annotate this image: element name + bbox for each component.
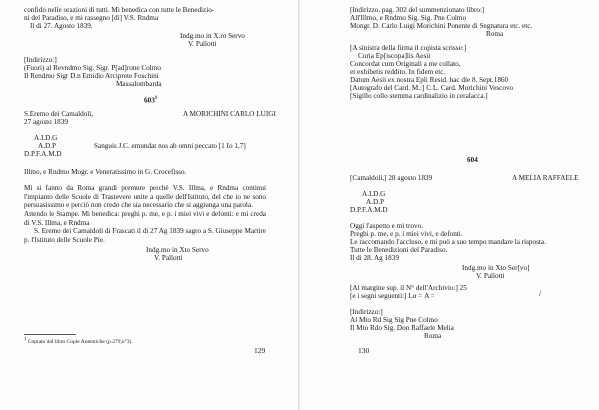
letter-number: $603^1$ xyxy=(144,96,158,105)
signature: V. Pallotti xyxy=(476,272,505,280)
address-line: (Fuori) al Revndmo Sig. Sigr. P[ad]rone Colmo xyxy=(24,64,161,72)
place-date: 27 agosto 1839 xyxy=(24,118,68,126)
letter-body: S. Eremo dei Camaldoli di Frascati il di 27 Ag 1839 sagro a S. Giuseppe Martire p. l'Istituto delle Scuole Pie. xyxy=(24,227,266,244)
stray-mark: / xyxy=(539,289,542,298)
invocation-line: D.P.F.A.M.D xyxy=(24,150,62,158)
address-line: Al Mto Rd Sig Sig Pne Colmo xyxy=(350,316,438,324)
body-line: Tutte le Benedizioni del Paradiso. xyxy=(350,246,448,254)
footnote-rule xyxy=(24,334,76,335)
closing-line: Indg.mo in Xto Servo xyxy=(146,246,209,254)
note-line: [Sigillo collo stemma cardinalizio in ceralacca.] xyxy=(350,92,488,100)
note-line: Datum Aesii ex nostra Epli Resid. hac die 8. Sept.1860 xyxy=(350,76,509,84)
letter-number: 604 xyxy=(467,156,478,164)
recipient-heading: A MELIA RAFFAELE xyxy=(512,174,579,182)
text-line: confido nelle orazioni di tutti. Mi benedica con tutte le Benedizio- xyxy=(24,6,215,14)
body-line: Oggi l'aspetto e mi trovo. xyxy=(350,222,423,230)
invocation-line: A.D.P xyxy=(366,198,384,206)
text-line: [Indirizzo, pag. 302 del summenzionato libro:] xyxy=(350,6,485,14)
address-line: Il Mto Rdo Sig. Don Raffaele Melia xyxy=(350,324,454,332)
text-line: ni del Paradiso, e mi rassegno [di] V.S. Rndma xyxy=(24,14,159,22)
body-line: Le raccomando l'accluso, e mi può a suo tempo mandare la risposta. xyxy=(350,238,546,246)
text-line: Il di 27. Agosto 1839. xyxy=(30,22,93,30)
signature: V. Pallotti xyxy=(154,254,183,262)
closing-line: Indg.mo in Xto Ser[vo] xyxy=(462,264,530,272)
address-line: Massalombarda xyxy=(116,80,162,88)
invocation-line: A.D.P xyxy=(38,142,56,150)
right-page xyxy=(300,0,599,410)
place-date: [Camaldoli,] 28 agosto 1839 xyxy=(350,174,433,182)
margin-note: [e i segni seguenti:] Lα = A = xyxy=(350,292,435,300)
letter-body: Mi si fanno da Roma grandi premure perchè V.S. Illma, e Rndma continui l'impianto delle Scuole di Trastevere unite a quelle dell'Istituto, del che io ne sono persuasissimo e perciò non credo che sia necessario che si aggiunga una parola. xyxy=(24,184,266,210)
address-line: [Indirizzo:] xyxy=(350,308,383,316)
note-line: Curia Ep[iscopa]lis Aesii xyxy=(358,52,431,60)
invocation-text: Sanguis J.C. emundat nos ab omni peccato [1 Io 1,7] xyxy=(94,142,246,150)
invocation-line: A.I.D.G xyxy=(34,134,58,142)
footnote: $^1$ Copiato dal libro Copie Autentiche (p.279,n°3). xyxy=(24,337,133,345)
note-line: et exhibetis reddito. In fidem etc. xyxy=(350,68,446,76)
text-line: All'Illmo, e Rndmo Sig. Sig. Pne Colmo xyxy=(350,14,467,22)
address-line: Roma xyxy=(424,332,442,340)
address-line: [Indirizzo:] xyxy=(24,56,57,64)
note-line: Concordat cum Originali a me collato, xyxy=(350,60,461,68)
body-line: Preghi p. me, e p. i miei vivi, e defonti. xyxy=(350,230,463,238)
body-line: Il di 28. Ag 1839 xyxy=(350,254,399,262)
page-number: 129 xyxy=(254,346,266,355)
text-line: Roma xyxy=(486,30,504,38)
page-number: 130 xyxy=(358,346,370,355)
invocation-line: A.I.D.G xyxy=(362,190,386,198)
margin-note: [Al margine sup. il N° dell'Archivio:] 25 xyxy=(350,284,467,292)
note-line: [Autografo del Card. M.:] C.L. Card. Morichini Vescovo xyxy=(350,84,514,92)
left-page xyxy=(0,0,298,410)
text-line: Mongr. D. Carlo Luigi Morichini Ponente di Segnatura etc. etc. xyxy=(350,22,533,30)
closing-line: Indg.mo in X.ro Servo xyxy=(180,32,245,40)
salutation: Illmo, e Rndmo Mogr. e Veneratissimo in G. Crocefisso. xyxy=(24,168,187,176)
note-line: [A sinistra della firma il copista scrisse:] xyxy=(350,44,467,52)
invocation-line: D.P.F.A.M.D xyxy=(350,206,388,214)
letter-body: Attendo le Stampe. Mi benedica: preghi p. me, e p. i miei vivi e defonti: e mi creda di V.S. Illma, e Rndma xyxy=(24,210,266,227)
recipient-heading: A MORICHINI CARLO LUIGI xyxy=(183,110,276,118)
signature: V. Pallotti xyxy=(188,40,217,48)
address-line: Il Rendmo Sigr D.n Emidio Arciprete Foschini xyxy=(24,72,159,80)
place-date: S.Eremo dei Camaldoli, xyxy=(24,110,94,118)
